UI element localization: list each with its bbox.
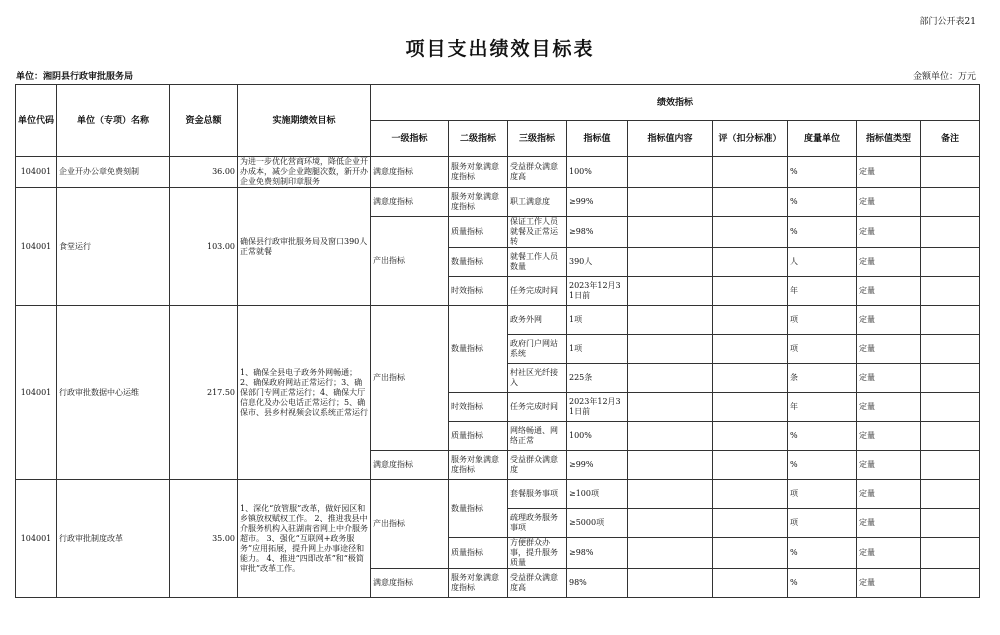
project-name: 行政审批数据中心运维 (57, 306, 170, 480)
project-goal: 确保县行政审批服务局及窗口390人正常就餐 (238, 188, 371, 306)
score (713, 335, 788, 364)
level2: 时效指标 (449, 277, 508, 306)
measure: 年 (788, 393, 857, 422)
unit-code: 104001 (16, 306, 57, 480)
value: ≥98% (567, 538, 628, 569)
score (713, 306, 788, 335)
note (921, 306, 980, 335)
level1: 满意度指标 (371, 157, 449, 188)
value-type: 定量 (857, 188, 921, 217)
note (921, 188, 980, 217)
level2: 数量指标 (449, 306, 508, 393)
score (713, 422, 788, 451)
project-amount: 217.50 (170, 306, 238, 480)
value: ≥5000项 (567, 509, 628, 538)
level3: 受益群众满意度高 (508, 569, 567, 598)
level3-text: 保证工作人员就餐及正常运转 (510, 217, 558, 246)
value: 390人 (567, 248, 628, 277)
note (921, 451, 980, 480)
note (921, 277, 980, 306)
value-type: 定量 (857, 509, 921, 538)
value: ≥99% (567, 451, 628, 480)
value-type: 定量 (857, 364, 921, 393)
level1: 满意度指标 (371, 188, 449, 217)
table-row (16, 480, 980, 509)
value: 100% (567, 422, 628, 451)
col-goal: 实施期绩效目标 (238, 85, 371, 157)
score (713, 509, 788, 538)
value-type: 定量 (857, 248, 921, 277)
measure: 条 (788, 364, 857, 393)
value-content (628, 422, 713, 451)
header-row (16, 85, 980, 121)
level2: 质量指标 (449, 217, 508, 248)
level2: 时效指标 (449, 393, 508, 422)
value-type: 定量 (857, 393, 921, 422)
measure: 项 (788, 480, 857, 509)
note (921, 393, 980, 422)
col-performance: 绩效指标 (371, 85, 980, 121)
measure: 年 (788, 277, 857, 306)
goal-text: 为进一步优化营商环境，降低企业开办成本，减少企业跑腿次数，新开办企业免费刻制印章服务 (240, 157, 368, 186)
level2: 数量指标 (449, 480, 508, 538)
note (921, 335, 980, 364)
value-type: 定量 (857, 335, 921, 364)
value-type: 定量 (857, 157, 921, 188)
value-type: 定量 (857, 422, 921, 451)
measure: 人 (788, 248, 857, 277)
level3: 网络畅通、网络正常 (508, 422, 567, 451)
col-code: 单位代码 (16, 85, 57, 157)
project-amount: 35.00 (170, 480, 238, 598)
currency-unit-label: 金额单位：万元 (912, 72, 976, 82)
value-content (628, 335, 713, 364)
table-number: 部门公开表21 (919, 17, 976, 27)
level3 (508, 217, 567, 248)
project-amount: 103.00 (170, 188, 238, 306)
value-type: 定量 (857, 306, 921, 335)
value: ≥98% (567, 217, 628, 248)
value-type: 定量 (857, 480, 921, 509)
value-content (628, 480, 713, 509)
value-content (628, 248, 713, 277)
col-level3: 三级指标 (508, 121, 567, 157)
measure: 项 (788, 335, 857, 364)
value-content (628, 217, 713, 248)
col-note: 备注 (921, 121, 980, 157)
project-goal: 1、确保全县电子政务外网畅通；2、确保政府网站正常运行；3、确保部门专网正常运行；4、确保大厅信息化及办公电话正常运行；5、确保市、县乡村视频会议系统正常运行 (238, 306, 371, 480)
level3: 受益群众满意度 (508, 451, 567, 480)
level3: 受益群众满意度高 (508, 157, 567, 188)
unit-code: 104001 (16, 157, 57, 188)
level2: 服务对象满意度指标 (449, 451, 508, 480)
level2: 数量指标 (449, 248, 508, 277)
value-content (628, 509, 713, 538)
value-type: 定量 (857, 569, 921, 598)
note (921, 157, 980, 188)
page-title: 项目支出绩效目标表 (405, 38, 595, 60)
level3: 村社区光纤接入 (508, 364, 567, 393)
measure: % (788, 538, 857, 569)
level2: 服务对象满意度指标 (449, 157, 508, 188)
project-name: 食堂运行 (57, 188, 170, 306)
value: 2023年12月31日前 (567, 393, 628, 422)
measure: % (788, 188, 857, 217)
score (713, 364, 788, 393)
value-content (628, 188, 713, 217)
project-name: 企业开办公章免费刻制 (57, 157, 170, 188)
level3: 职工满意度 (508, 188, 567, 217)
level2: 服务对象满意度指标 (449, 569, 508, 598)
table-row (16, 188, 980, 217)
level3: 就餐工作人员数量 (508, 248, 567, 277)
measure: % (788, 422, 857, 451)
value: 100% (567, 157, 628, 188)
value: 1项 (567, 335, 628, 364)
unit-code: 104001 (16, 188, 57, 306)
col-measure: 度量单位 (788, 121, 857, 157)
value-content (628, 306, 713, 335)
level3: 疏理政务服务事项 (508, 509, 567, 538)
value: 1项 (567, 306, 628, 335)
value-content (628, 157, 713, 188)
level3: 政务外网 (508, 306, 567, 335)
level3: 政府门户网站系统 (508, 335, 567, 364)
value: 2023年12月31日前 (567, 277, 628, 306)
level3: 任务完成时间 (508, 277, 567, 306)
col-level2: 二级指标 (449, 121, 508, 157)
note (921, 480, 980, 509)
project-amount: 36.00 (170, 157, 238, 188)
col-name: 单位（专项）名称 (57, 85, 170, 157)
col-score: 评（扣分标准） (713, 121, 788, 157)
measure: % (788, 157, 857, 188)
col-value: 指标值 (567, 121, 628, 157)
col-amount: 资金总额 (170, 85, 238, 157)
level3-text: 方便群众办事，提升服务质量 (510, 538, 558, 567)
score (713, 538, 788, 569)
level3: 任务完成时间 (508, 393, 567, 422)
level1: 产出指标 (371, 217, 449, 306)
level3 (508, 538, 567, 569)
note (921, 538, 980, 569)
project-goal (238, 480, 371, 598)
score (713, 277, 788, 306)
value-type: 定量 (857, 451, 921, 480)
score (713, 188, 788, 217)
level3: 套餐服务事项 (508, 480, 567, 509)
measure: % (788, 217, 857, 248)
note (921, 217, 980, 248)
performance-table (15, 84, 980, 598)
value-content (628, 538, 713, 569)
measure: 项 (788, 509, 857, 538)
value: 98% (567, 569, 628, 598)
value-content (628, 364, 713, 393)
value-content (628, 277, 713, 306)
table-row (16, 157, 980, 188)
value-type: 定量 (857, 217, 921, 248)
value: ≥99% (567, 188, 628, 217)
score (713, 451, 788, 480)
level1: 满意度指标 (371, 569, 449, 598)
measure: % (788, 451, 857, 480)
score (713, 217, 788, 248)
project-goal (238, 157, 371, 188)
level2: 服务对象满意度指标 (449, 188, 508, 217)
score (713, 393, 788, 422)
level1: 产出指标 (371, 306, 449, 451)
note (921, 569, 980, 598)
level2: 质量指标 (449, 538, 508, 569)
value: ≥100项 (567, 480, 628, 509)
col-value-content: 指标值内容 (628, 121, 713, 157)
unit-code: 104001 (16, 480, 57, 598)
value-content (628, 569, 713, 598)
note (921, 422, 980, 451)
value-type: 定量 (857, 538, 921, 569)
score (713, 480, 788, 509)
organization-label: 单位：湘阴县行政审批服务局 (16, 72, 134, 82)
goal-text: 1、深化“放管服”改革，做好园区和乡镇放权赋权工作。 2、推进我县中介服务机构入驻湖南省网上中介服务超市。 3、强化“互联网+政务服务”应用拓展，提升网上办事途径和能力。 4、推进“四即改革”和“极简审批”改革工作。 (240, 503, 368, 573)
level1: 满意度指标 (371, 451, 449, 480)
value-content (628, 393, 713, 422)
note (921, 364, 980, 393)
note (921, 509, 980, 538)
col-type: 指标值类型 (857, 121, 921, 157)
measure: 项 (788, 306, 857, 335)
note (921, 248, 980, 277)
table-row (16, 306, 980, 335)
col-level1: 一级指标 (371, 121, 449, 157)
value-content (628, 451, 713, 480)
level2: 质量指标 (449, 422, 508, 451)
measure: % (788, 569, 857, 598)
score (713, 157, 788, 188)
level1: 产出指标 (371, 480, 449, 569)
value-type: 定量 (857, 277, 921, 306)
score (713, 569, 788, 598)
value: 225条 (567, 364, 628, 393)
project-name: 行政审批制度改革 (57, 480, 170, 598)
score (713, 248, 788, 277)
